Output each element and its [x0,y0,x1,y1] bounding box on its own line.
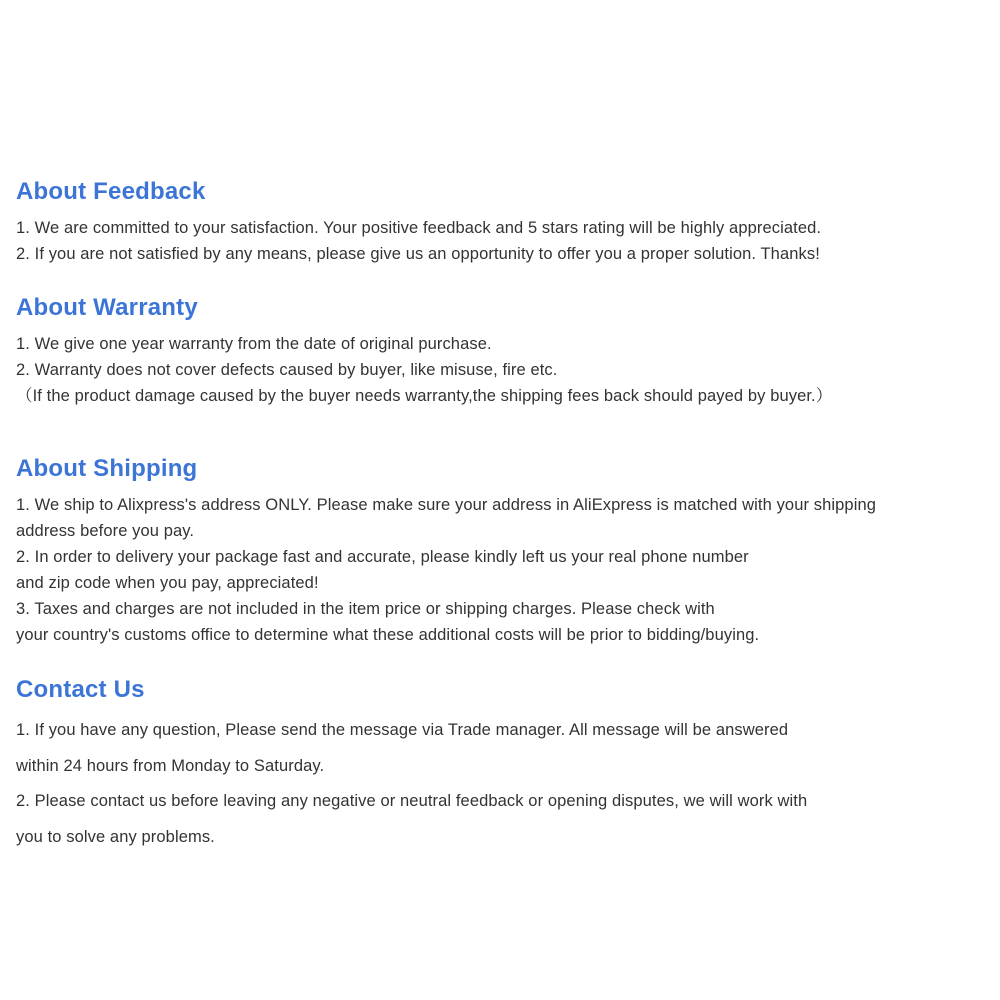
section-contact-us [16,676,994,855]
shipping-line-3: 2. In order to delivery your package fast and accurate, please kindly left us your real phone number [16,548,749,566]
contact-line-2: within 24 hours from Monday to Saturday. [16,756,325,775]
warranty-line-3: （If the product damage caused by the buyer needs warranty,the shipping fees back should payed by buyer.） [16,387,833,405]
section-heading-feedback: About Feedback [16,178,206,205]
contact-line-3: 2. Please contact us before leaving any negative or neutral feedback or opening disputes, we will work with [16,792,808,810]
feedback-line-1: 1. We are committed to your satisfaction. Your positive feedback and 5 stars rating will be highly appreciated. [16,219,822,237]
contact-line-1: 1. If you have any question, Please send the message via Trade manager. All message will be answered [16,721,789,739]
shipping-line-5: 3. Taxes and charges are not included in the item price or shipping charges. Please check with [16,600,715,618]
section-about-shipping [16,455,994,648]
section-about-feedback [16,178,994,267]
section-heading-warranty: About Warranty [16,294,198,321]
warranty-line-1: 1. We give one year warranty from the date of original purchase. [16,335,492,353]
shipping-line-1: 1. We ship to Alixpress's address ONLY. Please make sure your address in AliExpress is matched with your shipping [16,496,877,514]
section-about-warranty [16,294,994,409]
section-heading-shipping: About Shipping [16,455,198,482]
contact-line-4: you to solve any problems. [16,827,215,846]
section-heading-contact: Contact Us [16,676,145,703]
shipping-line-4: and zip code when you pay, appreciated! [16,574,319,592]
feedback-line-2: 2. If you are not satisfied by any means, please give us an opportunity to offer you a proper solution. Thanks! [16,245,820,263]
shipping-line-2: address before you pay. [16,522,195,540]
warranty-line-2: 2. Warranty does not cover defects caused by buyer, like misuse, fire etc. [16,361,558,379]
shipping-line-6: your country's customs office to determine what these additional costs will be prior to bidding/buying. [16,626,760,644]
